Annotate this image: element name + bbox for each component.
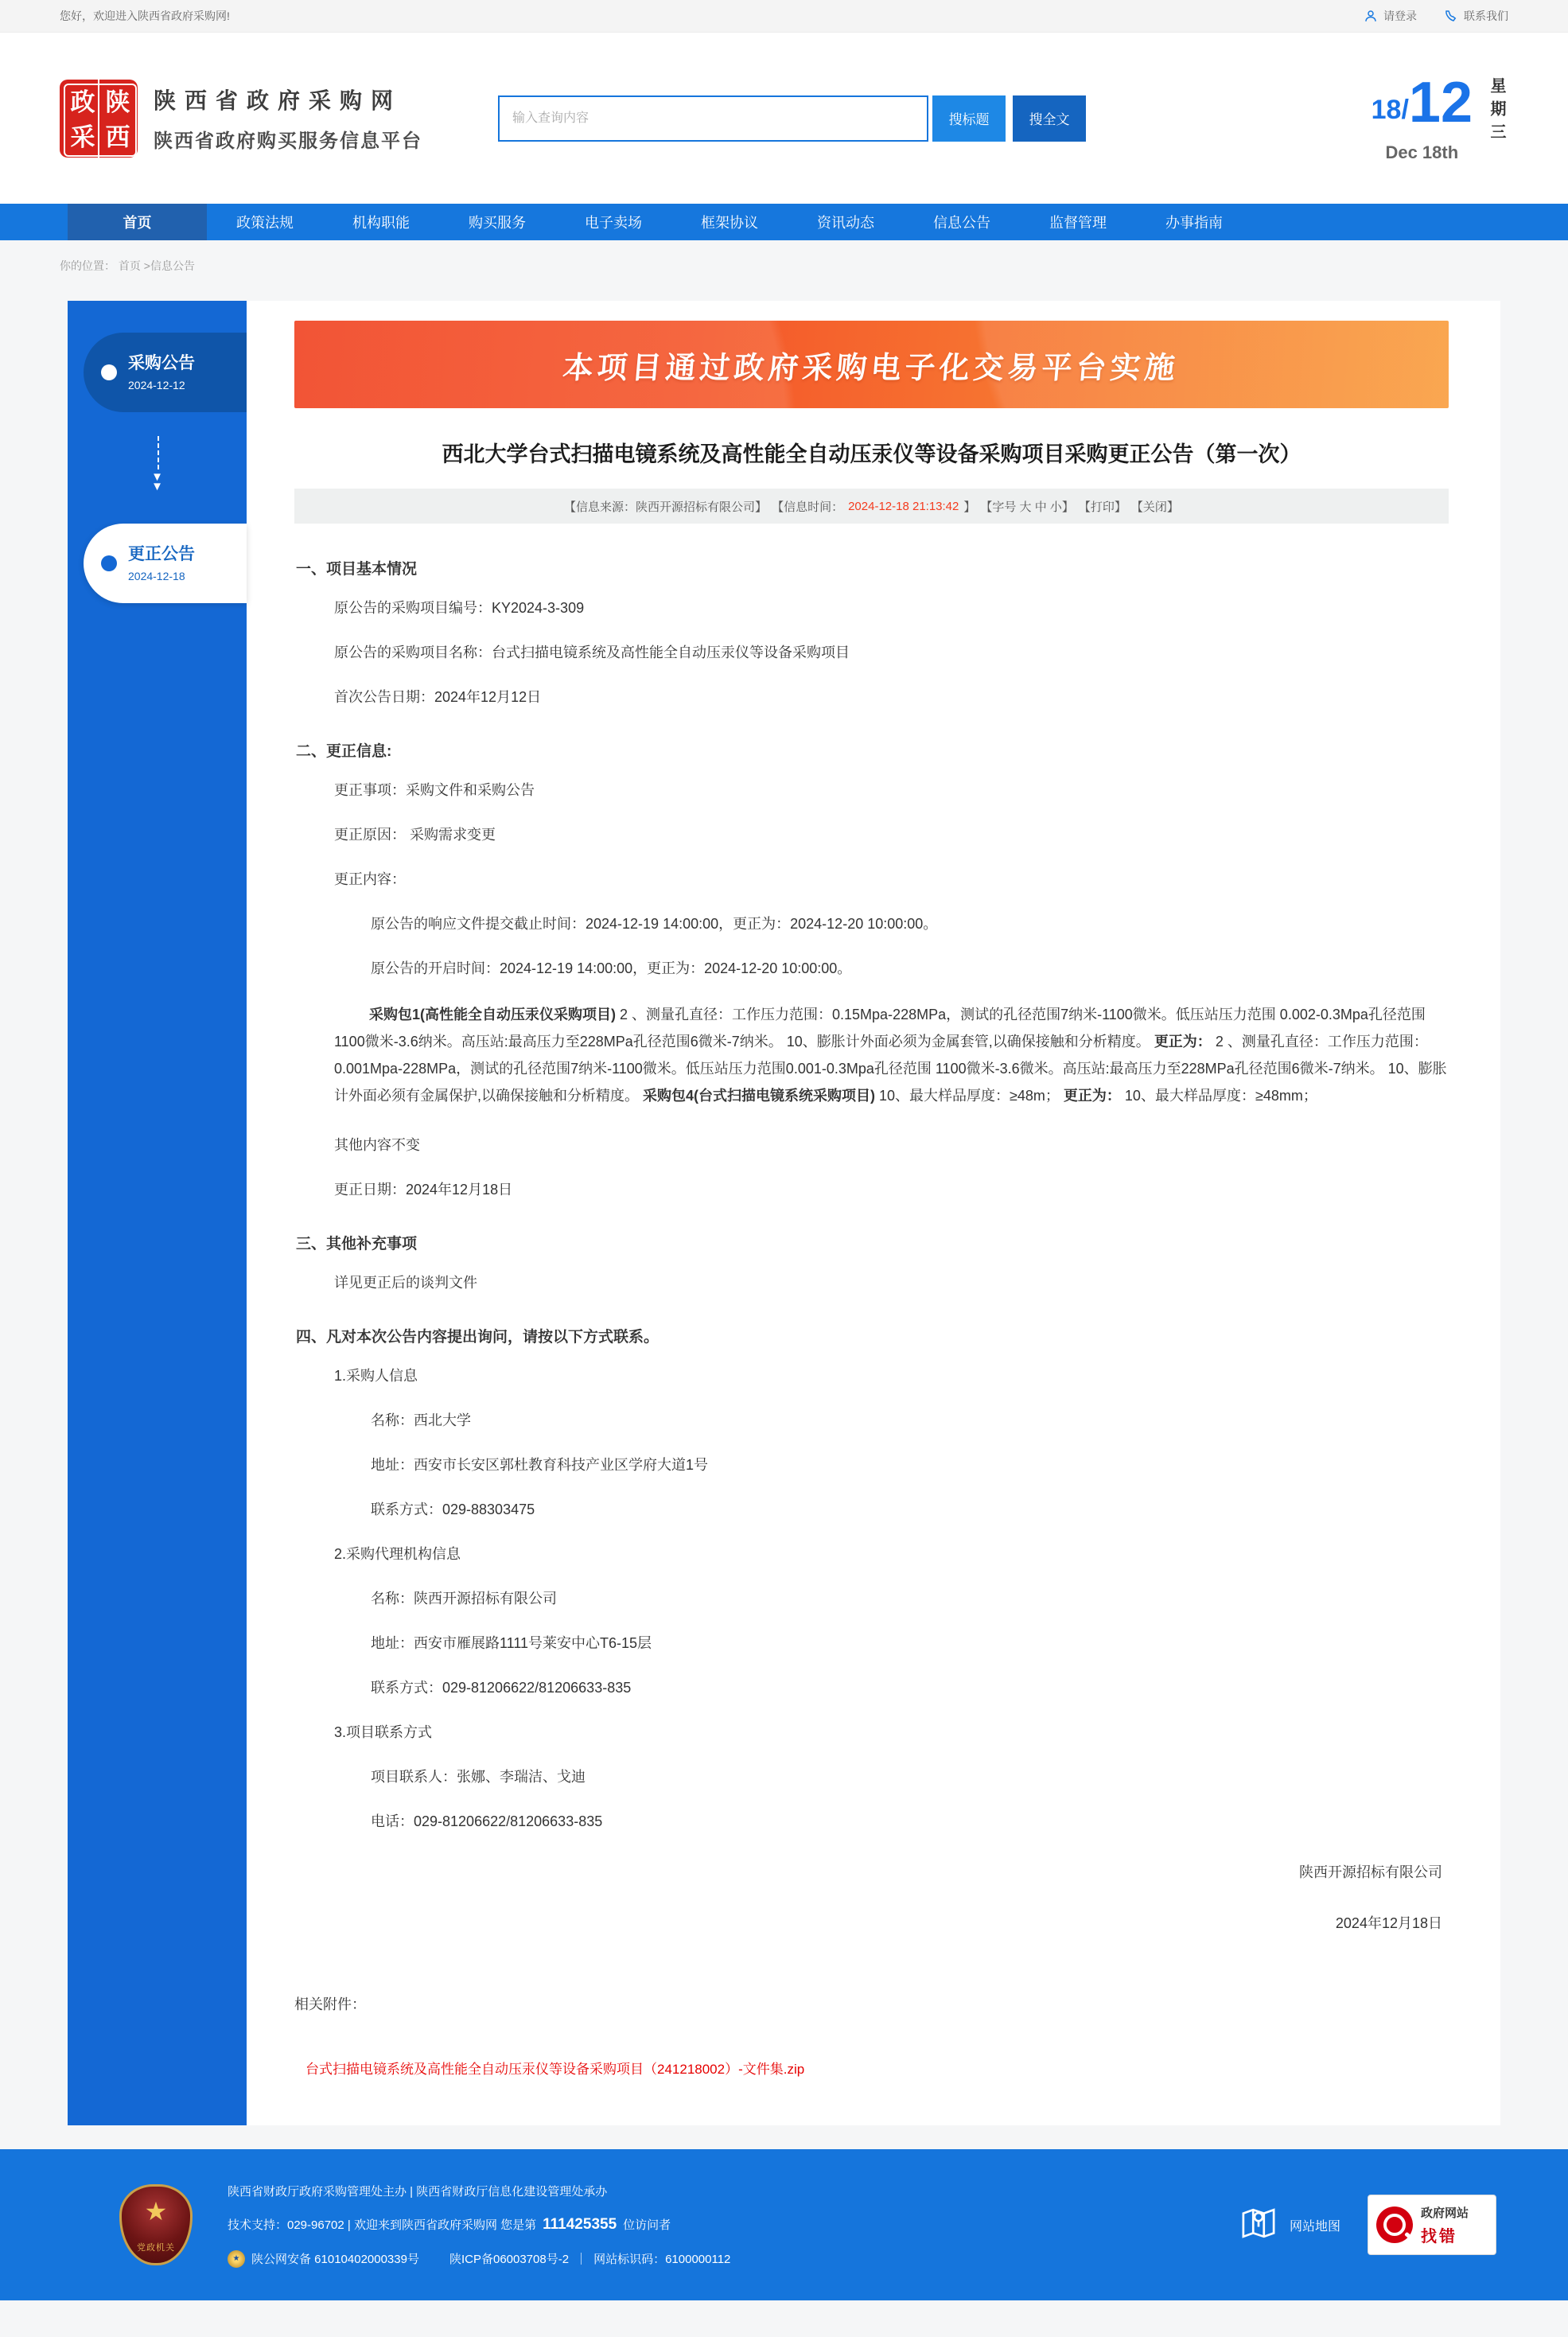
meta-time: 2024-12-18 21:13:42 [848, 499, 959, 513]
site-title: 陕西省政府采购网 [154, 88, 403, 113]
error-report-button[interactable]: 政府网站 找错 [1368, 2195, 1496, 2255]
project-phone: 电话：029-81206622/81206633-835 [371, 1813, 603, 1829]
top-bar [0, 0, 1568, 33]
nav-item-services[interactable]: 购买服务 [469, 215, 526, 231]
main-nav [0, 204, 1568, 240]
breadcrumb-home[interactable]: 首页 [118, 259, 141, 272]
magnifier-icon [1376, 2207, 1413, 2243]
buyer-info-title: 1.采购人信息 [334, 1368, 418, 1384]
search-fulltext-button[interactable]: 搜全文 [1013, 95, 1086, 142]
attachment-link[interactable]: 台式扫描电镜系统及高性能全自动压汞仪等设备采购项目（241218002）-文件集.zip [305, 2062, 805, 2077]
sitemap-link[interactable]: 网站地图 [1237, 2202, 1340, 2249]
main-content-wrapper [68, 301, 1500, 2125]
brand [60, 80, 422, 158]
nav-item-policy[interactable]: 政策法规 [236, 215, 294, 231]
project-contacts: 项目联系人：张娜、李瑞洁、戈迪 [371, 1769, 586, 1785]
sidebar-item-correction-notice[interactable]: 更正公告 2024-12-18 [84, 524, 247, 603]
meta-source: 【信息来源：陕西开源招标有限公司】 [564, 500, 768, 514]
section-3-heading: 三、其他补充事项 [296, 1236, 418, 1252]
timeline-sidebar [68, 301, 247, 2125]
map-icon [1237, 2202, 1280, 2249]
footer-organizer-line: 陕西省财政厅政府采购管理处主办 | 陕西省财政厅信息化建设管理处承办 [228, 2184, 608, 2199]
sidebar-item-purchase-notice[interactable]: 采购公告 2024-12-12 [84, 333, 247, 412]
correction-date: 更正日期：2024年12月18日 [334, 1182, 513, 1198]
phone-icon [1444, 9, 1458, 23]
search-title-button[interactable]: 搜标题 [932, 95, 1006, 142]
security-filing[interactable]: 陕公网安备 61010402000339号 [251, 2253, 419, 2266]
article-title: 西北大学台式扫描电镜系统及高性能全自动压汞仪等设备采购项目采购更正公告（第一次） [442, 442, 1301, 466]
project-code: 原公告的采购项目编号：KY2024-3-309 [334, 600, 585, 616]
nav-item-framework[interactable]: 框架协议 [701, 215, 758, 231]
breadcrumb-current: 信息公告 [150, 259, 195, 272]
agent-name: 名称：陕西开源招标有限公司 [371, 1591, 557, 1607]
footer-support-line: 技术支持：029-96702 | 欢迎来到陕西省政府采购网 您是第 111425355 位访问者 [228, 2215, 671, 2233]
date-month: 12 [1408, 70, 1473, 134]
timeline-dot-icon [101, 364, 117, 380]
supplement-detail: 详见更正后的谈判文件 [334, 1275, 477, 1291]
article-area [247, 301, 1500, 2125]
breadcrumb: 你的位置： 首页 >信息公告 [60, 259, 195, 272]
date-widget [1371, 70, 1508, 163]
correction-content-label: 更正内容： [334, 871, 406, 887]
search-bar [498, 95, 1086, 142]
site-code: 网站标识码：6100000112 [593, 2253, 731, 2266]
date-weekday: 星期三 [1488, 76, 1505, 146]
user-icon [1364, 9, 1378, 23]
nav-item-supervision[interactable]: 监督管理 [1049, 215, 1107, 231]
date-daymonth: 18/ [1371, 94, 1409, 125]
search-input[interactable] [498, 95, 928, 142]
nav-item-announcements[interactable]: 信息公告 [933, 215, 990, 231]
section-1-heading: 一、项目基本情况 [296, 561, 418, 578]
welcome-text: 您好，欢迎进入陕西省政府采购网! [60, 10, 230, 22]
nav-item-functions[interactable]: 机构职能 [352, 215, 410, 231]
nav-item-news[interactable]: 资讯动态 [817, 215, 874, 231]
agent-contact: 联系方式：029-81206622/81206633-835 [371, 1680, 632, 1696]
timeline-arrow-icon [68, 433, 247, 503]
site-header [0, 33, 1568, 204]
agent-address: 地址：西安市雁展路1111号莱安中心T6-15层 [371, 1635, 652, 1651]
deadline-correction: 原公告的响应文件提交截止时间：2024-12-19 14:00:00，更正为：2024-12-20 10:00:00。 [371, 916, 938, 932]
project-name: 原公告的采购项目名称：台式扫描电镜系统及高性能全自动压汞仪等设备采购项目 [334, 645, 850, 660]
platform-banner: 本项目通过政府采购电子化交易平台实施 [294, 321, 1449, 408]
attachments-section [294, 1992, 1449, 2078]
article-meta: 【信息来源：陕西开源招标有限公司】 【信息时间： 2024-12-18 21:13:42 】 【字号 大 中 小】 【打印】 【关闭】 [294, 489, 1449, 524]
project-contact-title: 3.项目联系方式 [334, 1724, 433, 1740]
article-body [294, 557, 1449, 2078]
close-button[interactable]: 【关闭】 [1130, 500, 1179, 514]
buyer-address: 地址：西安市长安区郭杜教育科技产业区学府大道1号 [371, 1457, 709, 1473]
agent-info-title: 2.采购代理机构信息 [334, 1546, 461, 1562]
section-4-heading: 四、凡对本次公告内容提出询问，请按以下方式联系。 [296, 1329, 659, 1346]
nav-item-home[interactable]: 首页 [68, 204, 207, 240]
font-size-control[interactable]: 【字号 大 中 小】 [980, 500, 1074, 514]
gov-emblem-icon: ★ 党政机关 [119, 2184, 193, 2265]
login-link[interactable]: 请登录 [1364, 8, 1417, 24]
section-2-heading: 二、更正信息: [296, 743, 392, 760]
first-notice-date: 首次公告日期：2024年12月12日 [334, 689, 542, 705]
site-logo: 政 陕 采 西 [60, 80, 138, 158]
timeline-dot-icon [101, 555, 117, 571]
footer-registration-line: ★ 陕公网安备 61010402000339号 陕ICP备06003708号-2 ｜ 网站标识码：6100000112 [228, 2250, 1237, 2268]
attachments-label: 相关附件： [294, 1996, 366, 2012]
open-time-correction: 原公告的开启时间：2024-12-19 14:00:00，更正为：2024-12-20 10:00:00。 [371, 960, 852, 976]
site-footer [0, 2149, 1568, 2300]
signature-company: 陕西开源招标有限公司 [1299, 1864, 1442, 1880]
print-button[interactable]: 【打印】 [1078, 500, 1126, 514]
signature-date: 2024年12月18日 [1335, 1915, 1442, 1931]
correction-reason: 更正原因： 采购需求变更 [334, 827, 496, 843]
contact-link[interactable]: 联系我们 [1444, 8, 1508, 24]
buyer-name: 名称：西北大学 [371, 1412, 471, 1428]
date-english: Dec 18th [1385, 142, 1459, 162]
nav-item-emall[interactable]: 电子卖场 [585, 215, 642, 231]
visitor-count: 111425355 [543, 2215, 617, 2233]
icp-filing[interactable]: 陕ICP备06003708号-2 [449, 2253, 570, 2266]
package-correction-paragraph: 采购包1(高性能全自动压汞仪采购项目) 2 、测量孔直径：工作压力范围：0.15Mpa-228MPa，测试的孔径范围7纳米-1100微米。低压站压力范围 0.002-0.3Mpa孔径范围 1100微米-3.6纳米。高压站:最高压力至228MPa孔径范围6微米-7纳米。 10、膨胀计外面必须为金属套管,以确保接触和分析精度。 更正为： 2 、测量孔直径：工作压力范围：0.001Mpa-228MPa，测试的孔径范围7纳米-1100微米。低压站压力范围0.001-0.3Mpa孔径范围 1100微米-3.6微米。高压站:最高压力至228MPa孔径范围6微米-7纳米。 10、膨胀计外面必须有金属保护,以确保接触和分析精度。 采购包4(台式扫描电镜系统采购项目) 10、最大样品厚度：≥48m； 更正为： 10、最大样品厚度：≥48mm； [334, 1007, 1447, 1104]
other-unchanged: 其他内容不变 [334, 1137, 420, 1153]
buyer-contact: 联系方式：029-88303475 [371, 1502, 535, 1517]
site-subtitle: 陕西省政府购买服务信息平台 [154, 130, 422, 152]
correction-item: 更正事项：采购文件和采购公告 [334, 782, 535, 798]
nav-item-guide[interactable]: 办事指南 [1165, 215, 1223, 231]
security-badge-icon: ★ [228, 2250, 245, 2268]
